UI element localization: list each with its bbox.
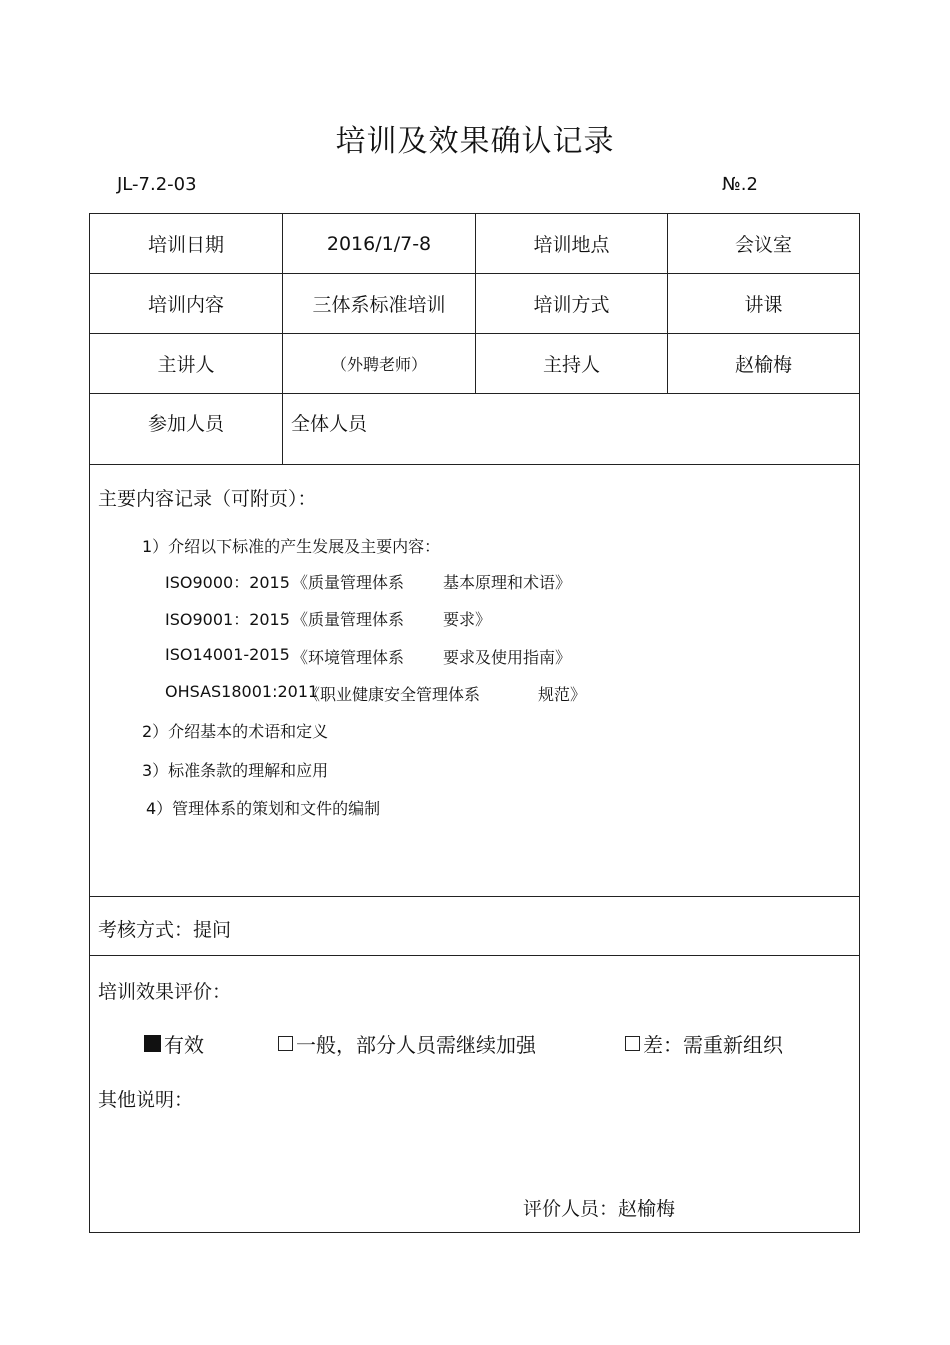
training-date-label: 培训日期 — [147, 234, 224, 256]
option-poor-label: 差：需重新组织 — [643, 1033, 783, 1057]
standard-topic: 规范》 — [538, 685, 587, 704]
attendees-label: 参加人员 — [147, 412, 224, 435]
standard-code: ISO9001：2015 — [165, 610, 290, 629]
standard-name: 《环境管理体系 — [292, 648, 405, 667]
training-place-label: 培训地点 — [533, 234, 610, 256]
record-item-1: 1）介绍以下标准的产生发展及主要内容： — [142, 537, 441, 556]
other-notes-label: 其他说明： — [98, 1089, 194, 1111]
option-effective-label: 有效 — [164, 1033, 204, 1057]
standard-topic: 要求及使用指南》 — [443, 648, 572, 667]
unchecked-box-icon[interactable] — [625, 1036, 640, 1051]
standard-topic: 基本原理和术语》 — [443, 573, 572, 592]
speaker-value: （外聘老师） — [330, 355, 427, 374]
record-item-4: 4）管理体系的策划和文件的编制 — [146, 799, 381, 818]
standard-name: 《质量管理体系 — [292, 610, 405, 629]
unchecked-box-icon[interactable] — [278, 1036, 293, 1051]
record-item-3: 3）标准条款的理解和应用 — [142, 761, 329, 780]
option-effective[interactable] — [144, 1029, 204, 1058]
checked-box-icon[interactable] — [144, 1035, 161, 1052]
standard-code: ISO14001-2015 — [165, 645, 290, 664]
training-content-value: 三体系标准培训 — [312, 294, 446, 316]
page-title: 培训及效果确认记录 — [335, 124, 615, 159]
row-divider — [90, 464, 859, 465]
option-average[interactable] — [278, 1029, 536, 1058]
training-content-label: 培训内容 — [147, 294, 224, 316]
record-heading: 主要内容记录（可附页）： — [98, 488, 317, 510]
training-place-value: 会议室 — [734, 234, 792, 256]
row-divider — [90, 896, 859, 897]
evaluation-heading: 培训效果评价： — [98, 981, 232, 1003]
record-item-2: 2）介绍基本的术语和定义 — [142, 722, 329, 741]
document-number: №.2 — [722, 174, 758, 195]
row-divider — [90, 955, 859, 956]
host-value: 赵榆梅 — [734, 354, 792, 376]
attendees-value: 全体人员 — [291, 412, 368, 435]
host-label: 主持人 — [542, 354, 600, 376]
training-method-value: 讲课 — [744, 294, 783, 316]
training-method-label: 培训方式 — [533, 294, 610, 316]
standard-code: ISO9000：2015 — [165, 573, 290, 592]
standard-code: OHSAS18001:2011 — [165, 682, 319, 701]
standard-name: 《质量管理体系 — [292, 573, 405, 592]
document-code: JL-7.2-03 — [117, 174, 197, 195]
assessment-method: 考核方式：提问 — [98, 919, 232, 941]
speaker-label: 主讲人 — [157, 354, 215, 376]
standard-name: 《职业健康安全管理体系 — [304, 685, 481, 704]
option-average-label: 一般，部分人员需继续加强 — [296, 1033, 536, 1057]
evaluator: 评价人员：赵榆梅 — [523, 1198, 676, 1220]
option-poor[interactable] — [625, 1029, 783, 1058]
record-table — [89, 213, 860, 1233]
training-date-value: 2016/1/7-8 — [326, 232, 432, 255]
standard-topic: 要求》 — [443, 610, 492, 629]
